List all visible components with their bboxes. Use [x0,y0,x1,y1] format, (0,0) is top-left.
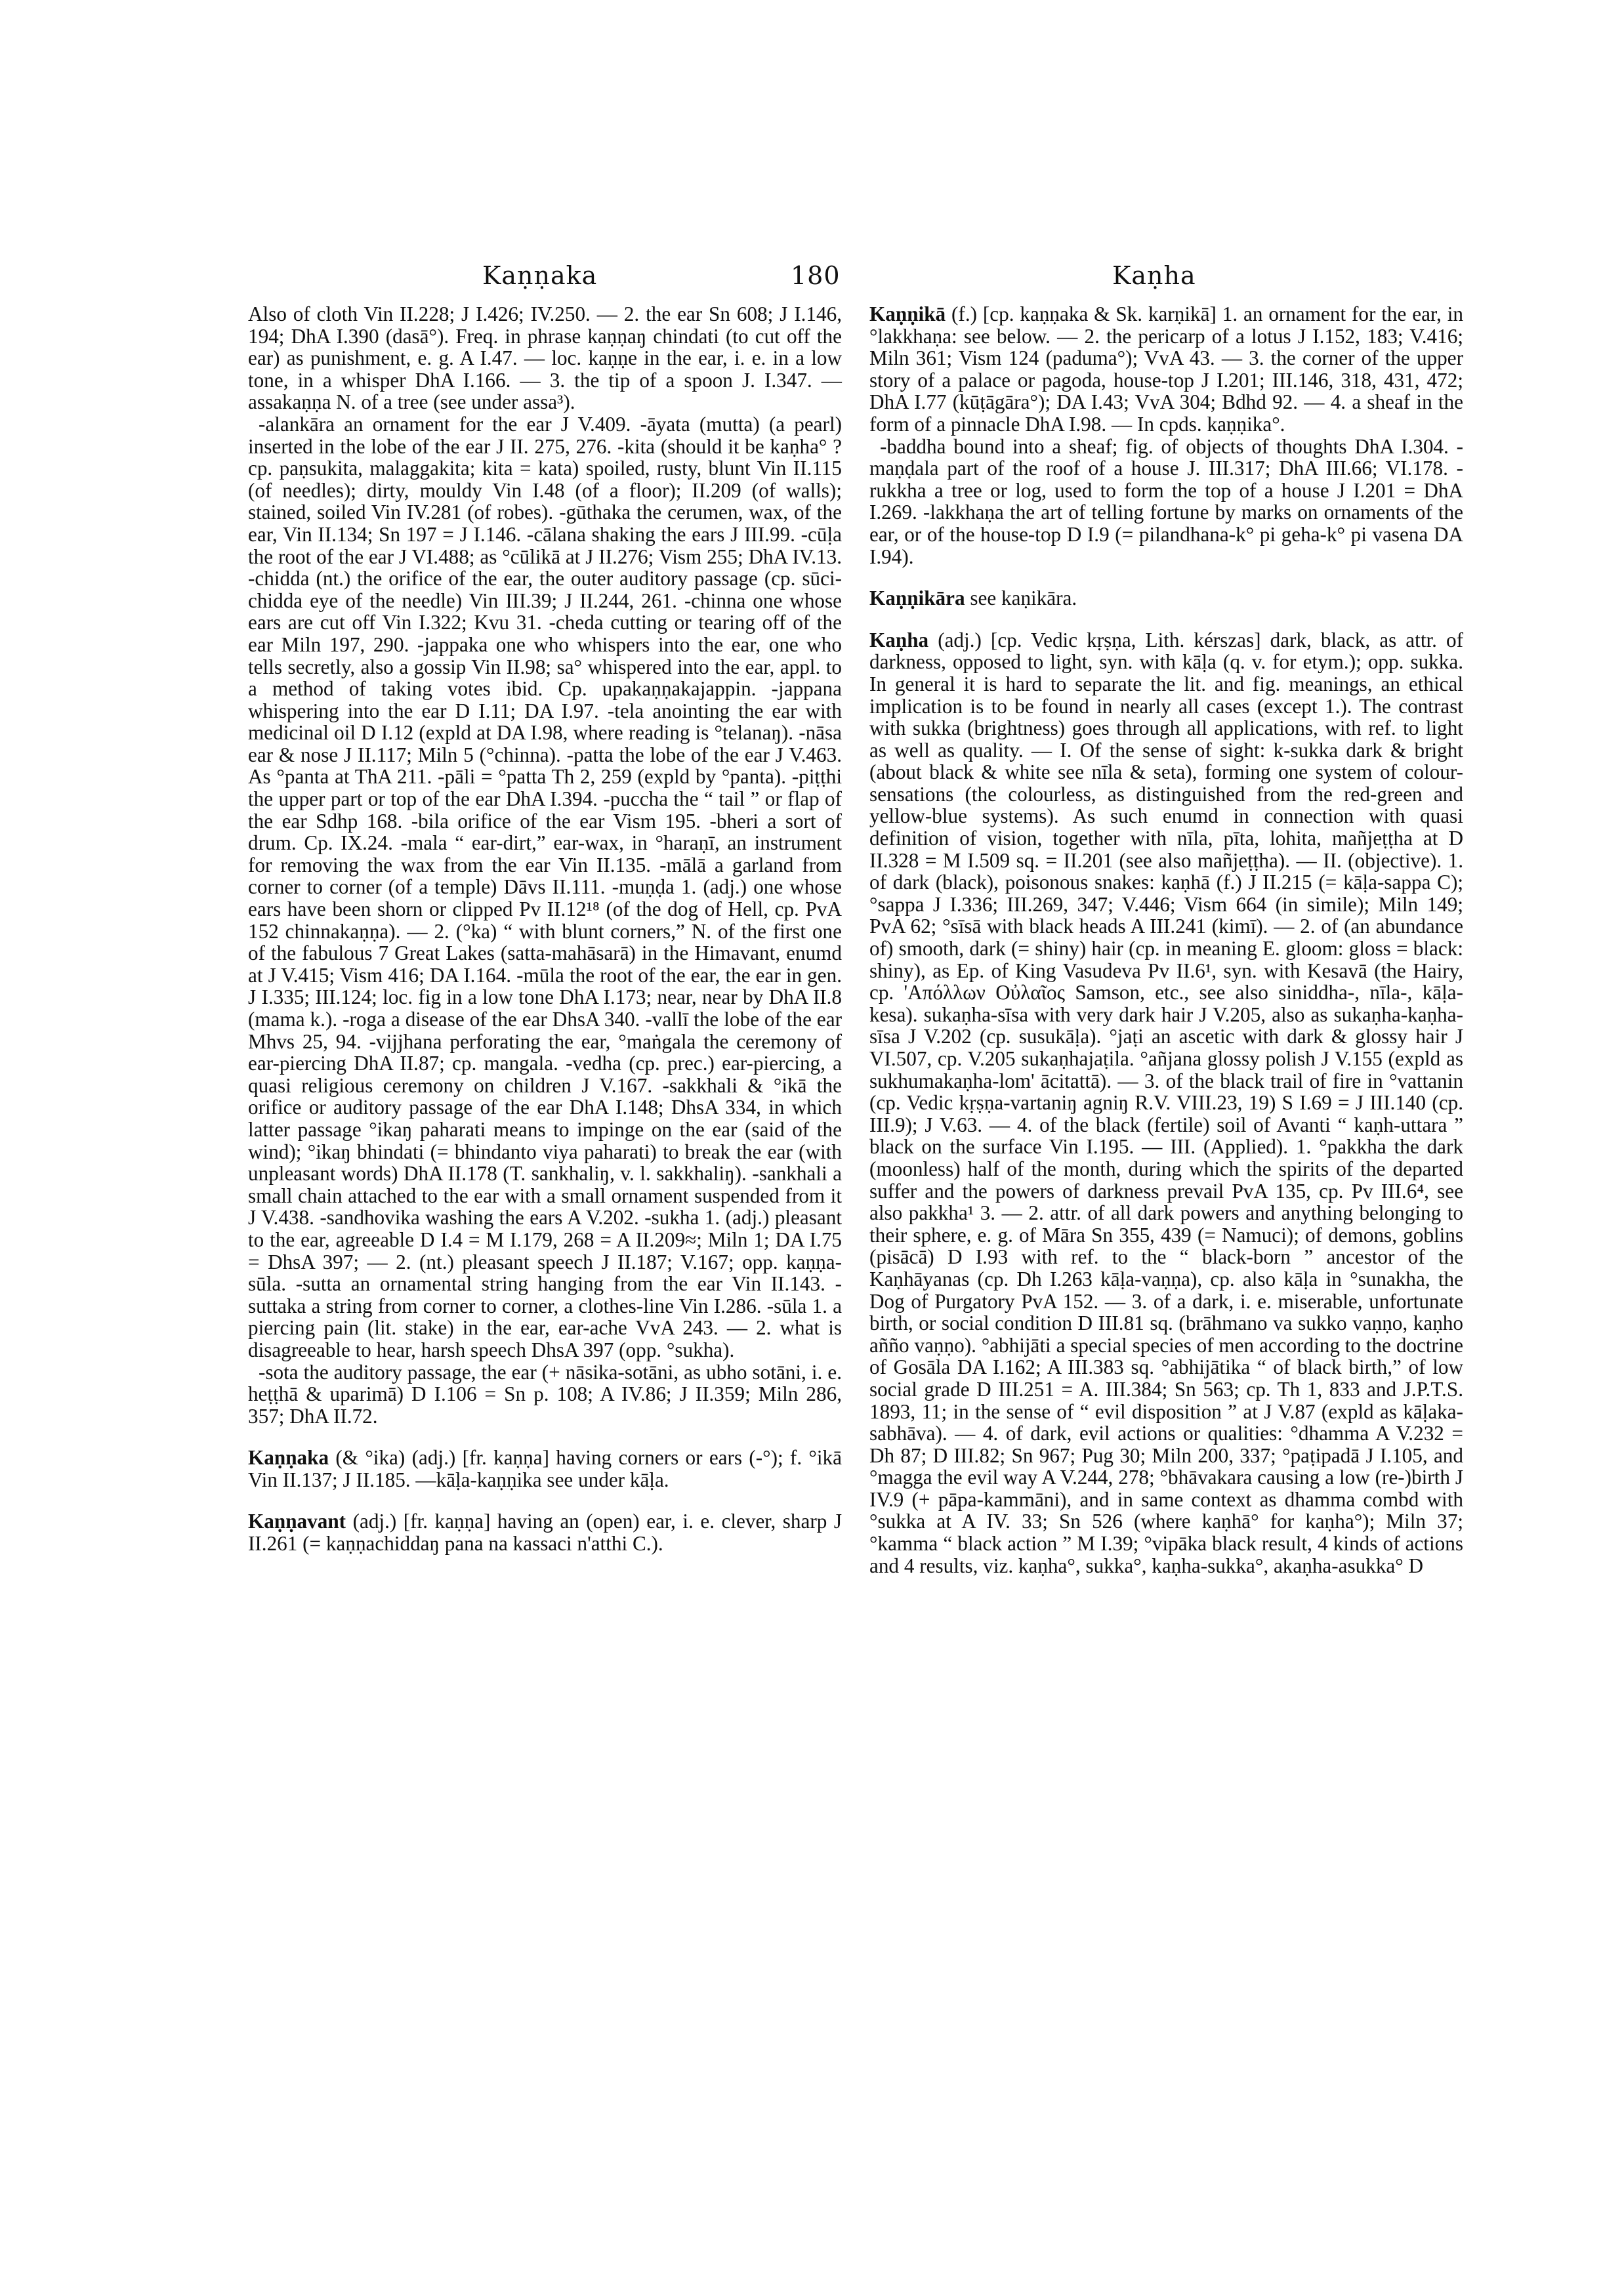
entry-text: Also of cloth Vin II.228; J I.426; IV.250. — 2. the ear Sn 608; J I.146, 194; DhA I.390 (dasā°). Freq. in phrase kaṇṇaŋ chindati (to cut off the ear) as punishment, e. g. A I.47. — loc. kaṇṇe in the ear, i. e. in a low tone, in a whisper DhA I.166. — 3. the tip of a spoon J. I.347. —assakaṇṇa N. of a tree (see under assa³). [248,302,842,414]
entry-kannika [869,303,1463,436]
entry-text: -alankāra an ornament for the ear J V.409. -āyata (mutta) (a pearl) inserted in the lobe of the ear J II. 275, 276. -kita (should it be kaṇha° ? cp. paṇsukita, malaggakita; kita = kata) spoiled, rusty, blunt Vin II.115 (of needles); dirty, mouldy Vin I.48 (of a floor); II.209 (of walls); stained, soiled Vin IV.281 (of robes). -gūthaka the cerumen, wax, of the ear, Vin II.134; Sn 197 = J I.146. -cālana shaking the ears J III.99. -cūḷa the root of the ear J VI.488; as °cūlikā at J II.276; Vism 255; DhA IV.13. -chidda (nt.) the orifice of the ear, the outer auditory passage (cp. sūci-chidda eye of the needle) Vin III.39; J II.244, 261. -chinna one whose ears are cut off Vin I.322; Kvu 31. -cheda cutting or tearing off of the ear Miln 197, 290. -jappaka one who whispers into the ear, one who tells secretly, also a gossip Vin II.98; sa° whispered into the ear, appl. to a method of taking votes ibid. Cp. upakaṇṇakajappin. -jappana whispering into the ear D I.11; DA I.97. -tela anointing the ear with medicinal oil D I.12 (expld at DA I.98, where reading is °telanaŋ). -nāsa ear & nose J II.117; Miln 5 (°chinna). -patta the lobe of the ear J V.463. As °panta at ThA 211. -pāli = °patta Th 2, 259 (expld by °panta). -piṭṭhi the upper part or top of the ear DhA I.394. -puccha the “ tail ” or flap of the ear Sdhp 168. -bila orifice of the ear Vism 195. -bheri a sort of drum. Cp. IX.24. -mala “ ear-dirt,” ear-wax, in °haraṇī, an instrument for removing the wax from the ear Vin II.135. -mālā a garland from corner to corner (of a temple) Dāvs II.111. -muṇḍa 1. (adj.) one whose ears have been shorn or clipped Pv II.12¹⁸ (of the dog of Hell, cp. PvA 152 chinnakaṇṇa). — 2. (°ka) “ with blunt corners,” N. of the first one of the fabulous 7 Great Lakes (satta-mahāsarā) in the Himavant, enumd at J V.415; Vism 416; DA I.164. -mūla the root of the ear, the ear in gen. J I.335; III.124; loc. fig in a low tone DhA I.173; near, near by DhA II.8 (mama k.). -roga a disease of the ear DhsA 340. -vallī the lobe of the ear Mhvs 25, 94. -vijjhana perforating the ear, °maṅgala the ceremony of ear-piercing DhA II.87; cp. mangala. -vedha (cp. prec.) ear-piercing, a quasi religious ceremony on children J V.167. -sakkhali & °ikā the orifice or auditory passage of the ear DhA I.148; DhsA 334, in which latter passage °ikaŋ paharati means to impinge on the ear (said of the wind); °ikaŋ bhindati (= bhindanto viya paharati) to break the ear (with unpleasant words) DhA II.178 (T. sankhaliŋ, v. l. sakkhaliŋ). -sankhali a small chain attached to the ear with a small ornament suspended from it J V.438. -sandhovika washing the ears A V.202. -sukha 1. (adj.) pleasant to the ear, agreeable D I.4 = M I.179, 268 = A II.209≈; Miln 1; DA I.75 = DhsA 397; — 2. (nt.) pleasant speech J II.187; V.167; opp. kaṇṇa-sūla. -sutta an ornamental string hanging from the ear Vin II.143. -suttaka a string from corner to corner, a clothes-line Vin I.286. -sūla 1. a piercing pain (lit. stake) in the ear, ear-ache VvA 243. — 2. what is disagreeable to hear, harsh speech DhsA 397 (opp. °sukha). [248,412,842,1361]
entry-text: (adj.) [fr. kaṇṇa] having an (open) ear, i. e. clever, sharp J II.261 (= kaṇṇachiddaŋ pana na kassaci n'atthi C.). [248,1510,842,1556]
entry-kannaka [248,1447,842,1491]
entry-headword: Kaṇṇavant [248,1510,346,1533]
entry-kanna-continuation [248,303,842,413]
entry-headword: Kaṇha [869,628,929,651]
entry-text: (& °ika) (adj.) [fr. kaṇṇa] having corners or ears (-°); f. °ikā Vin II.137; J II.185. —kāḷa-kaṇṇika see under kāḷa. [248,1446,842,1491]
left-column [248,303,842,1555]
entry-headword: Kaṇṇikāra [869,587,965,610]
entry-kanna-sota [248,1361,842,1428]
entry-text: -baddha bound into a sheaf; fig. of objects of thoughts DhA I.304. -maṇḍala part of the roof of a house J. III.317; DhA III.66; VI.178. -rukkha a tree or log, used to form the top of a house J I.201 = DhA I.269. -lakkhaṇa the art of telling fortune by marks on ornaments of the ear, or of the house-top D I.9 (= pilandhana-k° pi geha-k° pi vasena DA I.94). [869,434,1463,568]
entry-text: -sota the auditory passage, the ear (+ nāsika-sotāni, as ubho sotāni, i. e. heṭṭhā & uparimā) D I.106 = Sn p. 108; A IV.86; J II.359; Miln 286, 357; DhA II.72. [248,1360,842,1428]
entry-text: see kaṇikāra. [965,587,1077,610]
page-header [0,261,1624,300]
page-number: 180 [791,261,841,290]
running-head-left: Kaṇṇaka [482,261,598,290]
entry-kanha [869,629,1463,1577]
right-column [869,303,1463,1577]
entry-kannavant [248,1510,842,1554]
entry-headword: Kaṇṇikā [869,302,946,325]
entry-kannikara [869,587,1463,610]
entry-text: (adj.) [cp. Vedic kṛṣṇa, Lith. kérszas] dark, black, as attr. of darkness, opposed to light, syn. with kāḷa (q. v. for etym.); opp. sukka. In general it is hard to separate the lit. and fig. meanings, an ethical implication is to be found in nearly all cases (except 1.). The contrast with sukka (brightness) goes through all applications, with ref. to light as well as quality. — I. Of the sense of sight: k-sukka dark & bright (about black & white see nīla & seta), forming one system of colour-sensations (the colourless, as distinguished from the red-green and yellow-blue systems). As such enumd in connection with quasi definition of vision, together with nīla, pīta, lohita, mañjeṭṭha at D II.328 = M I.509 sq. = II.201 (see also mañjeṭṭha). — II. (objective). 1. of dark (black), poisonous snakes: kaṇhā (f.) J II.215 (= kāḷa-sappa C); °sappa J I.336; III.269, 347; V.446; Vism 664 (in simile); Miln 149; PvA 62; °sīsā with black heads A III.241 (kimī). — 2. of (an abundance of) smooth, dark (= shiny) hair (cp. in meaning E. gloom: gloss = black: shiny), as Ep. of King Vasudeva Pv II.6¹, syn. with Kesavā (the Hairy, cp. 'Απόλλων Οὐλαῖος Samson, etc., see also siniddha-, nīla-, kāḷa-kesa). sukaṇha-sīsa with very dark hair J V.205, also as sukaṇha-kaṇha-sīsa J V.202 (cp. susukāḷa). °jaṭi an ascetic with dark & glossy hair J VI.507, cp. V.205 sukaṇhajaṭila. °añjana glossy polish J V.155 (expld as sukhumakaṇha-lom' ācitattā). — 3. of the black trail of fire in °vattanin (cp. Vedic kṛṣṇa-vartaniŋ agniŋ R.V. VIII.23, 19) S I.69 = J III.140 (cp. III.9); J V.63. — 4. of the black (fertile) soil of Avanti “ kaṇh-uttara ” black on the surface Vin I.195. — III. (Applied). 1. °pakkha the dark (moonless) half of the month, during which the spirits of the departed suffer and the powers of darkness prevail PvA 135, cp. Pv III.6⁴, see also pakkha¹ 3. — 2. attr. of all dark powers and anything belonging to their sphere, e. g. of Māra Sn 355, 439 (= Namuci); of demons, goblins (pisācā) D I.93 with ref. to the “ black-born ” ancestor of the Kaṇhāyanas (cp. Dh I.263 kāḷa-vaṇṇa), cp. also kāḷa in °sunakha, the Dog of Purgatory PvA 152. — 3. of a dark, i. e. miserable, unfortunate birth, or social condition D III.81 sq. (brāhmano va sukko vaṇṇo, kaṇho añño vaṇṇo). °abhijāti a special species of men according to the doctrine of Gosāla DA I.162; A III.383 sq. °abhijātika “ of black birth,” of low social grade D III.251 = A. III.384; Sn 563; cp. Th 1, 833 and J.P.T.S. 1893, 11; in the sense of “ evil disposition ” at J V.87 (expld as kāḷaka-sabhāva). — 4. of dark, evil actions or qualities: °dhamma A V.232 = Dh 87; D III.82; Sn 967; Pug 30; Miln 200, 337; °paṭipadā J I.105, and °magga the evil way A V.244, 278; °bhāvakara causing a low (re-)birth J IV.9 (+ pāpa-kammāni), and in same context as dhamma combd with °sukka at A IV. 33; Sn 526 (where kaṇhā° for kaṇha°); Miln 37; °kamma “ black action ” M I.39; °vipāka black result, 4 kinds of actions and 4 results, viz. kaṇha°, sukka°, kaṇha-sukka°, akaṇha-asukka° D [869,628,1463,1577]
entry-headword: Kaṇṇaka [248,1446,329,1470]
entry-kannika-compounds [869,436,1463,568]
entry-text: (f.) [cp. kaṇṇaka & Sk. karṇikā] 1. an ornament for the ear, in °lakkhaṇa: see below. — 2. the pericarp of a lotus J I.152, 183; V.416; Miln 361; Vism 124 (paduma°); VvA 43. — 3. the corner of the upper story of a palace or pagoda, house-top J I.201; III.146, 318, 431, 472; DhA I.77 (kūṭāgāra°); DA I.43; VvA 304; Bdhd 92. — 4. a sheaf in the form of a pinnacle DhA I.98. — In cpds. kaṇṇika°. [869,302,1463,436]
running-head-right: Kaṇha [1112,261,1196,290]
entry-kanna-compounds [248,413,842,1361]
